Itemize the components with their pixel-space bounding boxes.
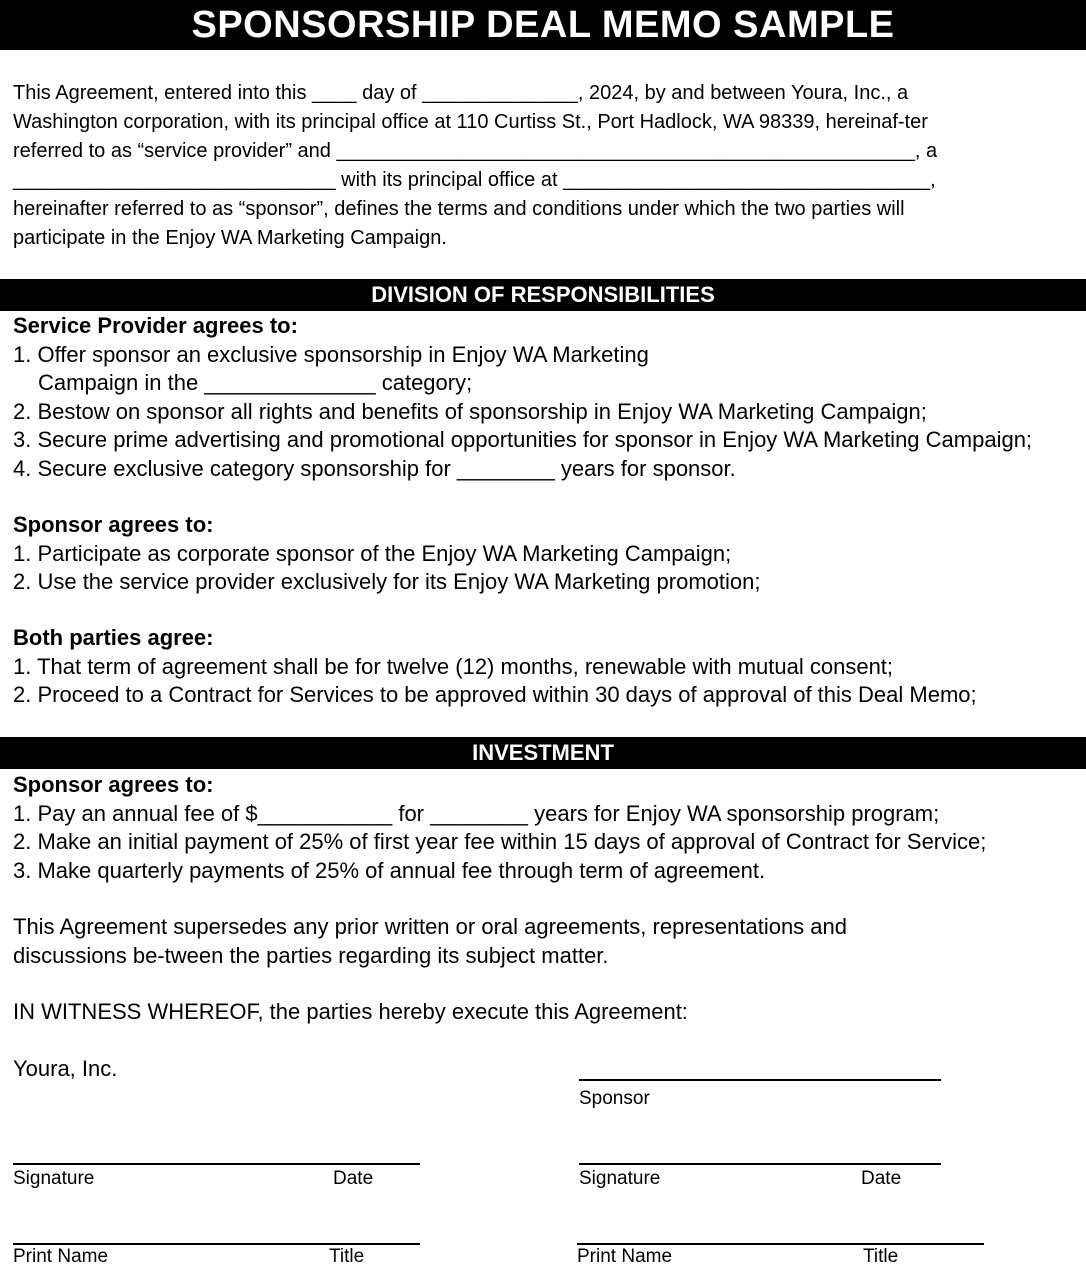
investment-block <box>13 771 1078 885</box>
investment-section-header: INVESTMENT <box>0 737 1086 769</box>
list-item: 1. That term of agreement shall be for twelve (12) months, renewable with mutual consent; <box>13 653 894 679</box>
both-parties-heading: Both parties agree: <box>13 625 214 650</box>
service-provider-heading: Service Provider agrees to: <box>13 313 298 338</box>
list-item: 3. Make quarterly payments of 25% of annual fee through term of agreement. <box>13 857 766 883</box>
left-signature-label: Signature <box>13 1168 95 1189</box>
right-print-name-label: Print Name <box>577 1246 673 1267</box>
list-item: 1. Pay an annual fee of $___________ for ________ years for Enjoy WA sponsorship program; <box>13 800 940 826</box>
supersedes-line: This Agreement supersedes any prior written or oral agreements, representations and <box>13 914 847 939</box>
intro-line: This Agreement, entered into this ____ day of ______________, 2024, by and between Youra, Inc., a <box>13 82 909 104</box>
left-date-label: Date <box>333 1168 374 1189</box>
sponsor-name-line <box>579 1079 941 1081</box>
supersedes-line: discussions be-tween the parties regarding its subject matter. <box>13 943 609 968</box>
list-item: 2. Bestow on sponsor all rights and benefits of sponsorship in Enjoy WA Marketing Campaign; <box>13 398 927 424</box>
document-title: SPONSORSHIP DEAL MEMO SAMPLE <box>0 0 1086 50</box>
service-provider-block <box>13 312 1078 483</box>
list-item: 2. Proceed to a Contract for Services to be approved within 30 days of approval of this Deal Memo; <box>13 682 977 707</box>
intro-line: Washington corporation, with its principal office at 110 Curtiss St., Port Hadlock, WA 98339, hereinaf-ter <box>13 111 928 133</box>
right-signature-label: Signature <box>579 1168 661 1189</box>
intro-line: _____________________________ with its principal office at _________________________________, <box>13 169 936 191</box>
list-item: 3. Secure prime advertising and promotional opportunities for sponsor in Enjoy WA Marketing Campaign; <box>13 427 1033 452</box>
list-item: 2. Make an initial payment of 25% of first year fee within 15 days of approval of Contract for Service; <box>13 829 987 854</box>
intro-paragraph <box>13 79 1073 253</box>
division-section-header: DIVISION OF RESPONSIBILITIES <box>0 279 1086 311</box>
both-parties-block <box>13 624 1078 710</box>
witness-statement: IN WITNESS WHEREOF, the parties hereby execute this Agreement: <box>13 999 688 1024</box>
company-name: Youra, Inc. <box>13 1056 118 1081</box>
left-print-name-label: Print Name <box>13 1246 109 1267</box>
intro-line: participate in the Enjoy WA Marketing Campaign. <box>13 227 447 249</box>
list-item: 1. Participate as corporate sponsor of the Enjoy WA Marketing Campaign; <box>13 540 732 566</box>
supersedes-paragraph <box>13 912 1073 970</box>
sponsor-heading: Sponsor agrees to: <box>13 512 214 537</box>
left-title-label: Title <box>329 1246 365 1267</box>
intro-line: hereinafter referred to as “sponsor”, defines the terms and conditions under which the two parties will <box>13 198 905 220</box>
left-print-name-line <box>13 1243 420 1245</box>
list-item: 4. Secure exclusive category sponsorship for ________ years for sponsor. <box>13 455 736 481</box>
intro-line: referred to as “service provider” and ____________________________________________________, a <box>13 140 938 162</box>
left-signature-line <box>13 1163 420 1165</box>
right-date-label: Date <box>861 1168 902 1189</box>
right-signature-line <box>579 1163 941 1165</box>
sponsor-block <box>13 511 1078 597</box>
list-item: 1. Offer sponsor an exclusive sponsorship in Enjoy WA Marketing <box>13 341 649 367</box>
sponsor-label: Sponsor <box>579 1088 650 1109</box>
investment-heading: Sponsor agrees to: <box>13 772 214 797</box>
list-item-continuation: Campaign in the ______________ category; <box>38 370 473 395</box>
right-print-name-line <box>577 1243 984 1245</box>
right-title-label: Title <box>863 1246 899 1267</box>
list-item: 2. Use the service provider exclusively for its Enjoy WA Marketing promotion; <box>13 569 761 594</box>
